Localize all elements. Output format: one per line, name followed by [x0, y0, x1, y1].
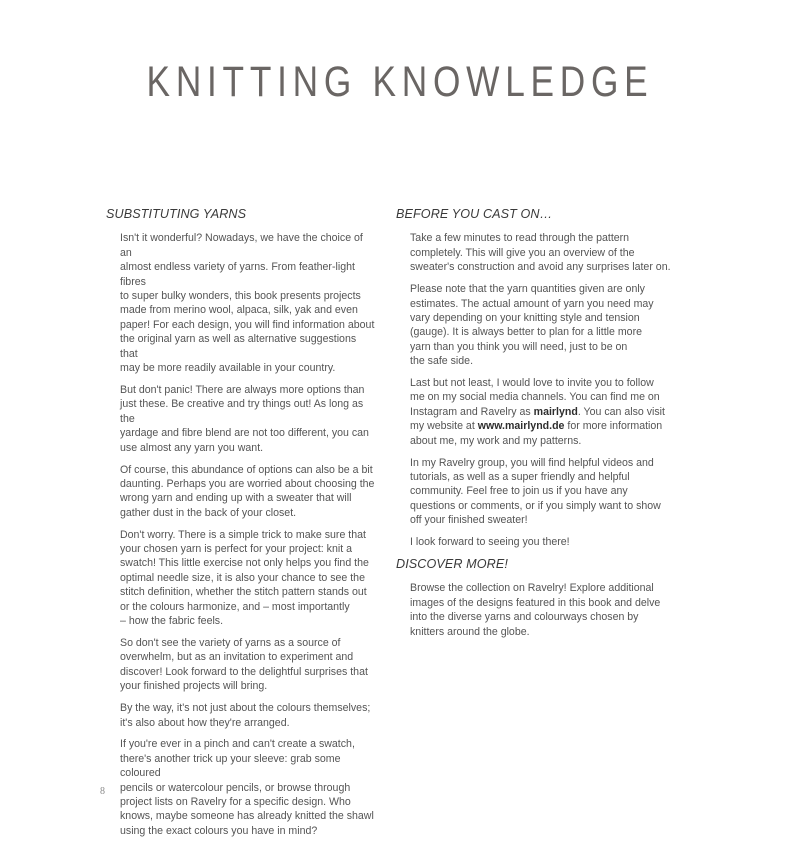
- left-column: [106, 207, 376, 846]
- website-link[interactable]: www.mairlynd.de: [477, 420, 565, 433]
- left-paragraphs: [106, 231, 376, 838]
- paragraph-social: [410, 376, 692, 448]
- paragraph: Don't worry. There is a simple trick to make sure that your chosen yarn is perfect for your project: knit a swatch! This little exercise not only helps you find the optimal needle size, it is also your chance to see the stitch definition, whether the stitch pattern stands out or the colours harmonize, and – most importantly – how the fabric feels.: [120, 528, 369, 628]
- paragraph: Take a few minutes to read through the pattern completely. This will give you an overview of the sweater's construction and avoid any surprises later on.: [410, 232, 671, 274]
- text-run: . You can also visit my website at: [410, 405, 665, 433]
- paragraph: I look forward to seeing you there!: [410, 536, 570, 549]
- section-heading-discover-more: DISCOVER MORE!: [396, 557, 508, 572]
- right-paragraphs-2: [396, 581, 692, 639]
- paragraph: Please note that the yarn quantities given are only estimates. The actual amount of yarn you need may vary depending on your knitting style and tension (gauge). It is always better to plan for a little more yarn than you think you will need, just to be on the safe side.: [410, 283, 654, 368]
- paragraph: But don't panic! There are always more options than just these. Be creative and try things out! As long as the yardage and fibre blend are not too different, you can use almost any yarn you want.: [120, 383, 369, 454]
- right-column: [396, 207, 692, 647]
- page-title: KNITTING KNOWLEDGE: [146, 58, 654, 106]
- section-heading-before-you-cast-on: BEFORE YOU CAST ON…: [396, 207, 553, 221]
- paragraph: Of course, this abundance of options can also be a bit daunting. Perhaps you are worried about choosing the wrong yarn and ending up with a sweater that will gather dust in the back of your closet.: [120, 463, 375, 519]
- paragraph: In my Ravelry group, you will find helpful videos and tutorials, as well as a super friendly and helpful community. Feel free to join us if you have any questions or comments, or if you simply want to show off your finished sweater!: [410, 456, 661, 527]
- paragraph: Browse the collection on Ravelry! Explore additional images of the designs featured in this book and delve into the diverse yarns and colourways chosen by knitters around the globe.: [410, 582, 661, 638]
- page-number: 8: [100, 786, 105, 797]
- paragraph: So don't see the variety of yarns as a source of overwhelm, but as an invitation to experiment and discover! Look forward to the delightful surprises that your finished projects will bring.: [120, 636, 368, 693]
- text-run: Last but not least, I would love to invite you to follow me on my social media channels. You can find me on Instagram and Ravelry as: [410, 377, 660, 418]
- ravelry-handle: mairlynd: [533, 405, 578, 418]
- paragraph: By the way, it's not just about the colours themselves; it's also about how they're arranged.: [120, 702, 371, 729]
- text-run: for more information about me, my work and my patterns.: [410, 420, 663, 447]
- right-paragraphs: [396, 231, 692, 549]
- paragraph: Isn't it wonderful? Nowadays, we have the choice of an almost endless variety of yarns. From feather-light fibres to super bulky wonders, this book presents projects made from merino wool, alpaca, silk, yak and even paper! For each design, you will find information about the original yarn as well as alternative suggestions that may be more readily available in your country.: [120, 232, 375, 375]
- section-heading-substituting-yarns: SUBSTITUTING YARNS: [106, 207, 247, 221]
- paragraph: If you're ever in a pinch and can't create a swatch, there's another trick up your sleeve: grab some coloured pencils or watercolour pencils, or browse through project lists on Ravelry for a specific design. Who knows, maybe someone has already knitted the shawl using the exact colours you have in mind?: [120, 738, 374, 837]
